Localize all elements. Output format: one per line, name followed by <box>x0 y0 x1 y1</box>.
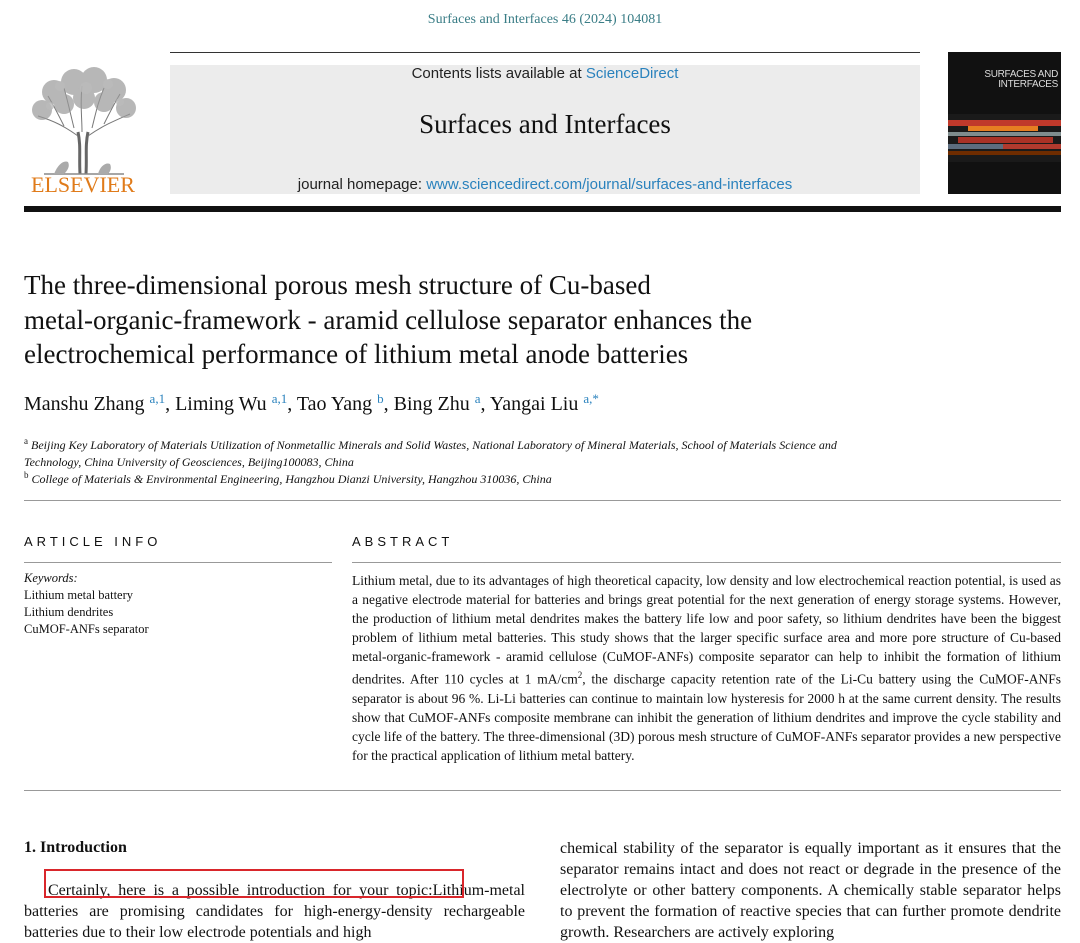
abstract-end-divider <box>24 790 1061 791</box>
author-name: Yangai Liu <box>489 393 579 415</box>
article-info-divider <box>24 562 332 563</box>
author-affiliation-mark[interactable]: a,1 <box>149 391 166 406</box>
author-affiliation-mark[interactable]: a <box>474 391 481 406</box>
cover-title: SURFACES AND INTERFACES <box>984 69 1058 90</box>
contents-prefix: Contents lists available at <box>411 65 586 82</box>
affiliation-a: $^a$ Beijing Key Laboratory of Materials Utilization of Nonmetallic Minerals and Solid Wastes, National Laboratory of Mineral Materials, School of Materials Science and Technology, China University of Geosciences, Beijing100083, China <box>24 436 837 469</box>
abstract-body: Lithium metal, due to its advantages of high theoretical capacity, low density and low electrochemical reaction potential, is used as a negative electrode material for batteries and brings great potential for the next generation of energy storage systems. However, the production of lithium metal dendrites makes the battery life low and poor safety, so lithium dendrites have been the biggest problem of lithium metal batteries. This study shows that the larger specific surface area and more pore structure of Cu-based metal-organic-framework - aramid cellulose (CuMOF-ANFs) composite separator can help to inhibit the formation of lithium dendrites. After 110 cycles at 1 $mA/cm^2$, the discharge capacity retention rate of the Li-Cu battery using the CuMOF-ANFs separator is about 96 %. Li-Li batteries can continue to maintain low hysteresis for 2000 h at the same current density. The results show that CuMOF-ANFs composite membrane can inhibit the generation of lithium dendrites and improve the cycle stability and cycle life of the battery. The three-dimensional (3D) porous mesh structure of CuMOF-ANFs separator provides a new perspective for the practical application of lithium metal battery. <box>352 573 1061 763</box>
affiliation-b: $^b$ College of Materials & Environmental Engineering, Hangzhou Dianzi University, Hangzhou 310036, China <box>24 470 552 486</box>
header-divider <box>170 52 920 53</box>
author-list: Manshu Zhang $^{a,1}$, Liming Wu $^{a,1}$, Tao Yang $^b$, Bing Zhu $^a$, Yangai Liu $^{a,*}$ <box>24 391 599 415</box>
sciencedirect-link[interactable]: ScienceDirect <box>585 65 679 82</box>
elsevier-wordmark: ELSEVIER <box>31 172 135 197</box>
header-thick-divider <box>24 206 1061 212</box>
author-name: Liming Wu <box>175 393 267 415</box>
journal-homepage-line <box>170 176 920 193</box>
keyword-item: Lithium metal battery <box>24 588 133 602</box>
section-divider <box>24 500 1061 501</box>
author-affiliation-mark[interactable]: a,* <box>583 391 599 406</box>
article-title: The three-dimensional porous mesh structure of Cu-based metal-organic-framework - aramid cellulose separator enhances the electrochemical performance of lithium metal anode batteries <box>24 270 753 369</box>
keywords-label: Keywords: <box>24 571 78 585</box>
journal-homepage-link[interactable]: www.sciencedirect.com/journal/surfaces-and-interfaces <box>426 176 793 193</box>
red-highlight-box <box>44 869 464 898</box>
homepage-prefix: journal homepage: <box>297 176 427 193</box>
article-info-heading: ARTICLE INFO <box>24 534 162 549</box>
keyword-item: CuMOF-ANFs separator <box>24 622 149 636</box>
author-name: Tao Yang <box>296 393 373 415</box>
keyword-item: Lithium dendrites <box>24 605 114 619</box>
author-affiliation-mark[interactable]: b <box>377 391 384 406</box>
author-affiliation-mark[interactable]: a,1 <box>271 391 288 406</box>
author-name: Manshu Zhang <box>24 393 145 415</box>
journal-cover-thumbnail[interactable] <box>948 52 1061 194</box>
abstract-divider <box>352 562 1061 563</box>
journal-name: Surfaces and Interfaces <box>419 109 671 139</box>
cover-artwork-image <box>948 114 1061 162</box>
author-name: Bing Zhu <box>393 393 470 415</box>
introduction-heading: 1. Introduction <box>24 839 127 856</box>
introduction-column-left: Certainly, here is a possible introduction for your topic:Lithium-metal batteries are promising candidates for high-energy-density rechargeable batteries due to their low electrode potentials and high <box>24 882 525 941</box>
abstract-heading: ABSTRACT <box>352 534 454 549</box>
journal-citation: Surfaces and Interfaces 46 (2024) 104081 <box>427 12 663 27</box>
contents-availability-line <box>170 65 920 82</box>
introduction-column-right: chemical stability of the separator is equally important as it ensures that the separator remains intact and does not react or degrade in the presence of the electrolyte or other battery components. A chemically stable separator helps to prevent the formation of reactive species that can further promote dendrite growth. Researchers are actively exploring <box>560 840 1061 941</box>
highlighted-ai-phrase: Certainly, here is a possible introduction for your topic: <box>48 882 433 899</box>
